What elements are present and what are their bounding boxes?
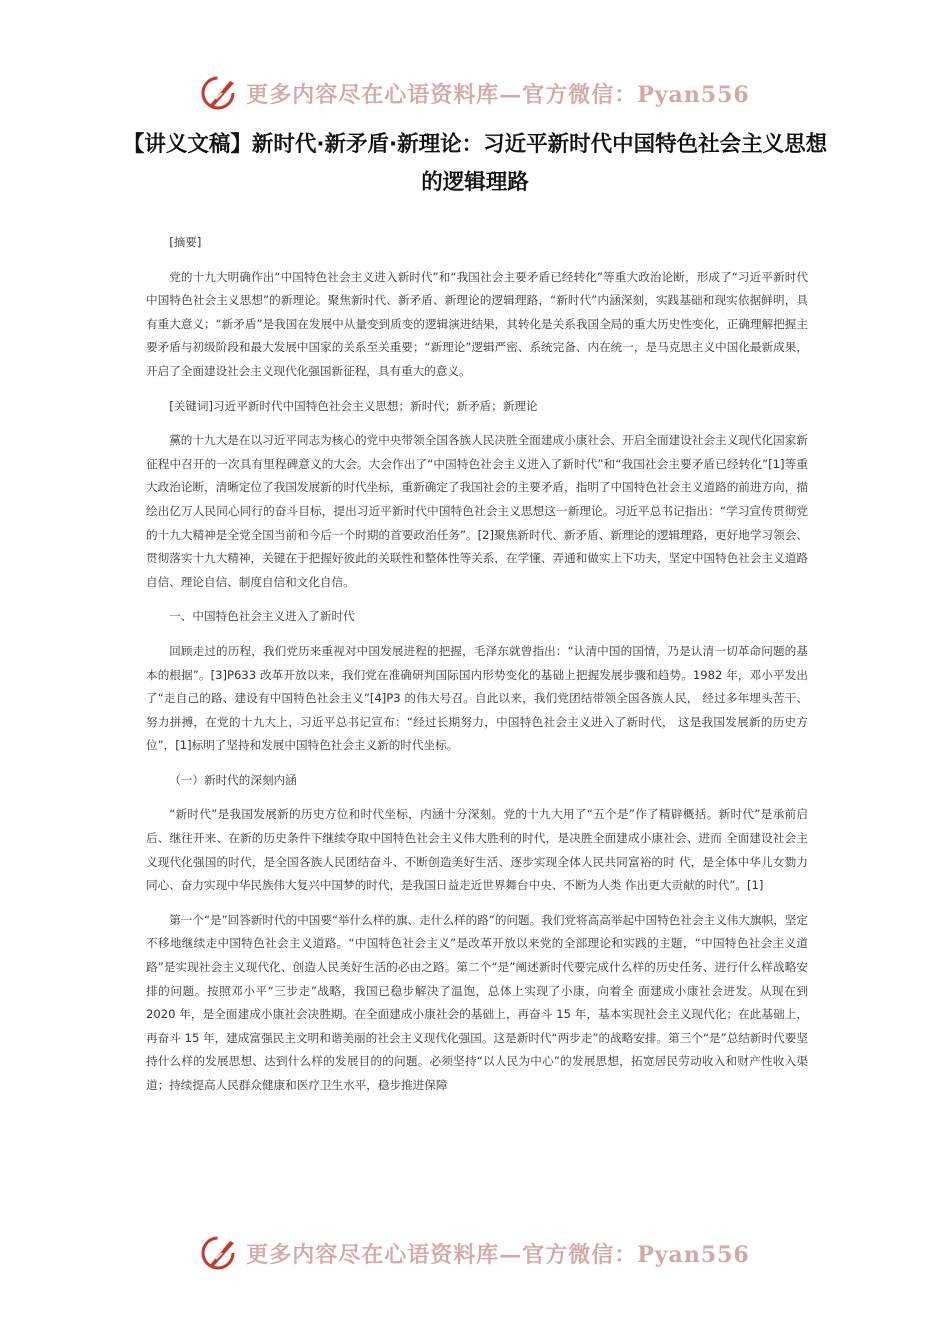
footer-banner-text: 更多内容尽在心语资料库—官方微信：Pyan556 [246,1241,750,1268]
footer-banner [0,1231,950,1275]
document-title: 【讲义文稿】新时代·新矛盾·新理论：习近平新时代中国特色社会主义思想的逻辑理路 [122,132,828,195]
header-banner-text: 更多内容尽在心语资料库—官方微信：Pyan556 [246,81,750,108]
header-banner [0,71,950,115]
subsection-heading-1: （一）新时代的深刻内涵 [169,772,297,787]
body-paragraph: 回顾走过的历程，我们党历来重视对中国发展进程的把握，毛泽东就曾指出：“认清中国的国情，乃是认清一切革命问题的基本的根据”。[3]P633 改革开放以来，我们党在准确研判国际国内形势变化的基础上把握发展步骤和趋势。1982 年，邓小平发出了“走自己的路、建设有中国特色社会主义”[4]P3 的伟大号召。自此以来，我们党团结带领全国各族人民， 经过多年埋头苦干、努力拼搏，在党的十九大上，习近平总书记宣布：“经过长期努力，中国特色社会主义进入了新时代， 这是我国发展新的历史方位”，[1]标明了坚持和发展中国特色社会主义新的时代坐标。 [146,643,808,753]
section-heading-1: 一、中国特色社会主义进入了新时代 [169,609,355,624]
keywords-paragraph: [关键词]习近平新时代中国特色社会主义思想；新时代；新矛盾；新理论 [169,398,538,413]
intro-paragraph: 黨的十九大是在以习近平同志为核心的党中央带领全国各族人民决胜全面建成小康社会、开启全面建设社会主义现代化国家新征程中召开的一次具有里程碑意义的大会。大会作出了“中国特色社会主义进入了新时代”和“我国社会主要矛盾已经转化”[1]等重大政治论断，清晰定位了我国发展新的时代坐标，重新确定了我国社会的主要矛盾，指明了中国特色社会主义道路的前进方向，描绘出亿万人民同心同行的奋斗目标，提出习近平新时代中国特色社会主义思想这一新理论。习近平总书记指出：“学习宣传贯彻党的十九大精神是全党全国当前和今后一个时期的首要政治任务”。[2]聚焦新时代、新矛盾、新理论的逻辑理路，更好地学习领会、贯彻落实十九大精神，关键在于把握好彼此的关联性和整体性等关系，在学懂、弄通和做实上下功夫，坚定中国特色社会主义道路自信、理论自信、制度自信和文化自信。 [146,433,808,589]
body-paragraph: 第一个“是”回答新时代的中国要“举什么样的旗、走什么样的路”的问题。我们党将高高举起中国特色社会主义伟大旗帜，坚定不移地继续走中国特色社会主义道路。“中国特色社会主义”是改革开放以来党的全部理论和实践的主题，“中国特色社会主义道路”是实现社会主义现代化、创造人民美好生活的必由之路。第二个“是”阐述新时代要完成什么样的历史任务、进行什么样战略安排的问题。按照邓小平“三步走”战略，我国已稳步解决了温饱，总体上实现了小康，向着全 面建成小康社会进发。从现在到 2020 年，是全面建成小康社会决胜期。在全面建成小康社会的基础上，再奋斗 15 年，基本实现社会主义现代化；在此基础上，再奋斗 15 年，建成富强民主文明和谐美丽的社会主义现代化强国。这是新时代“两步走”的战略安排。第三个“是”总结新时代要坚持什么样的发展思想、达到什么样的发展目的的问题。必须坚持“以人民为中心”的发展思想，拓宽居民劳动收入和财产性收入渠道；持续提高人民群众健康和医疗卫生水平，稳步推进保障 [146,912,808,1092]
body-paragraph: “新时代”是我国发展新的历史方位和时代坐标，内涵十分深刻。党的十九大用了“五个是”作了精辟概括。新时代”是承前启后、继往开来、在新的历史条件下继续夺取中国特色社会主义伟大胜利的时代，是决胜全面建成小康社会、进而 全面建设社会主义现代化强国的时代，是全国各族人民团结奋斗、不断创造美好生活、逐步实现全体人民共同富裕的时 代，是全体中华儿女勠力同心、奋力实现中华民族伟大复兴中国梦的时代，是我国日益走近世界舞台中央、不断为人类 作出更大贡献的时代”。[1] [146,807,808,893]
feather-pen-icon [200,73,240,113]
abstract-paragraph: 党的十九大明确作出“中国特色社会主义进入新时代”和“我国社会主要矛盾已经转化”等重大政治论断，形成了“习近平新时代中国特色社会主义思想”的新理论。聚焦新时代、新矛盾、新理论的逻辑理路，“新时代”内涵深刻，实践基础和现实依据鲜明，具有重大意义；“新矛盾”是我国在发展中从量变到质变的逻辑演进结果，其转化是关系我国全局的重大历史性变化，正确理解把握主要矛盾与初级阶段和最大发展中国家的关系至关重要；“新理论”逻辑严密、系统完备、内在统一，是马克思主义中国化最新成果，开启了全面建设社会主义现代化强国新征程，具有重大的意义。 [146,269,808,378]
document-body [146,231,808,1109]
feather-pen-icon [200,1233,240,1273]
abstract-label: [摘要] [169,235,202,249]
